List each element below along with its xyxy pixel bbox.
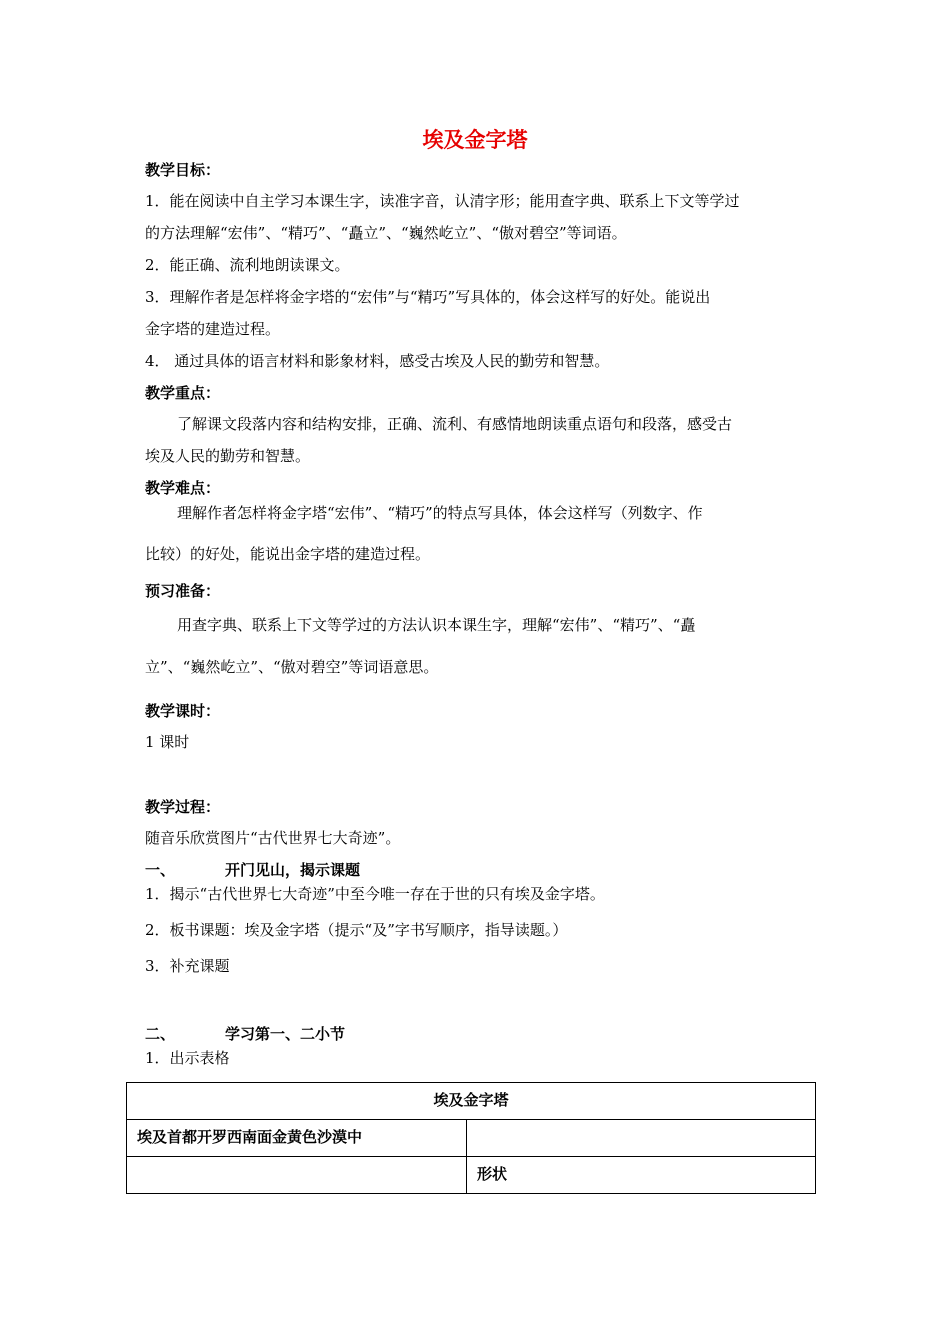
section1-heading bbox=[145, 860, 360, 880]
section1-title: 开门见山，揭示课题 bbox=[225, 861, 361, 879]
section2-item: 1．出示表格 bbox=[145, 1049, 230, 1067]
goals-line: 的方法理解“宏伟”、“精巧”、“矗立”、“巍然屹立”、“傲对碧空”等词语。 bbox=[145, 224, 627, 242]
preparation-line: 立”、“巍然屹立”、“傲对碧空”等词语意思。 bbox=[145, 658, 439, 676]
table-row bbox=[127, 1120, 816, 1157]
section2-heading bbox=[145, 1024, 345, 1044]
keypoints-heading: 教学重点： bbox=[145, 384, 221, 402]
difficulties-heading: 教学难点： bbox=[145, 479, 221, 497]
difficulties-line: 理解作者怎样将金字塔“宏伟”、“精巧”的特点写具体，体会这样写（列数字、作 bbox=[177, 504, 703, 522]
hours-heading: 教学课时： bbox=[145, 702, 221, 720]
section2-number: 二、 bbox=[145, 1025, 176, 1043]
hours-value: 1 课时 bbox=[145, 733, 190, 751]
pyramid-table bbox=[126, 1082, 816, 1194]
goals-line: 2．能正确、流利地朗读课文。 bbox=[145, 256, 350, 274]
table-row bbox=[127, 1083, 816, 1120]
difficulties-line: 比较）的好处，能说出金字塔的建造过程。 bbox=[145, 545, 431, 563]
goals-line: 金字塔的建造过程。 bbox=[145, 320, 281, 338]
document-title: 埃及金字塔 bbox=[422, 128, 528, 152]
section1-item: 2．板书课题：埃及金字塔（提示“及”字书写顺序，指导读题。） bbox=[145, 921, 568, 939]
table-cell bbox=[467, 1120, 816, 1157]
section1-item: 1．揭示“古代世界七大奇迹”中至今唯一存在于世的只有埃及金字塔。 bbox=[145, 885, 605, 903]
goals-line: 4． 通过具体的语言材料和影象材料，感受古埃及人民的勤劳和智慧。 bbox=[145, 352, 610, 370]
process-intro: 随音乐欣赏图片“古代世界七大奇迹”。 bbox=[145, 829, 401, 847]
table-cell: 形状 bbox=[467, 1157, 816, 1194]
table-cell: 埃及首都开罗西南面金黄色沙漠中 bbox=[127, 1120, 467, 1157]
process-heading: 教学过程： bbox=[145, 798, 221, 816]
table-cell bbox=[127, 1157, 467, 1194]
keypoints-line: 埃及人民的勤劳和智慧。 bbox=[145, 447, 311, 465]
goals-line: 1．能在阅读中自主学习本课生字，读准字音，认清字形；能用查字典、联系上下文等学过 bbox=[145, 192, 740, 210]
table-header-cell: 埃及金字塔 bbox=[127, 1083, 816, 1120]
preparation-heading: 预习准备： bbox=[145, 582, 221, 600]
goals-heading: 教学目标： bbox=[145, 161, 221, 179]
section1-item: 3．补充课题 bbox=[145, 957, 230, 975]
keypoints-line: 了解课文段落内容和结构安排，正确、流利、有感情地朗读重点语句和段落，感受古 bbox=[177, 415, 733, 433]
preparation-line: 用查字典、联系上下文等学过的方法认识本课生字，理解“宏伟”、“精巧”、“矗 bbox=[177, 616, 696, 634]
section2-title: 学习第一、二小节 bbox=[225, 1025, 346, 1043]
table-row bbox=[127, 1157, 816, 1194]
section1-number: 一、 bbox=[145, 861, 176, 879]
goals-line: 3．理解作者是怎样将金字塔的“宏伟”与“精巧”写具体的，体会这样写的好处。能说出 bbox=[145, 288, 711, 306]
